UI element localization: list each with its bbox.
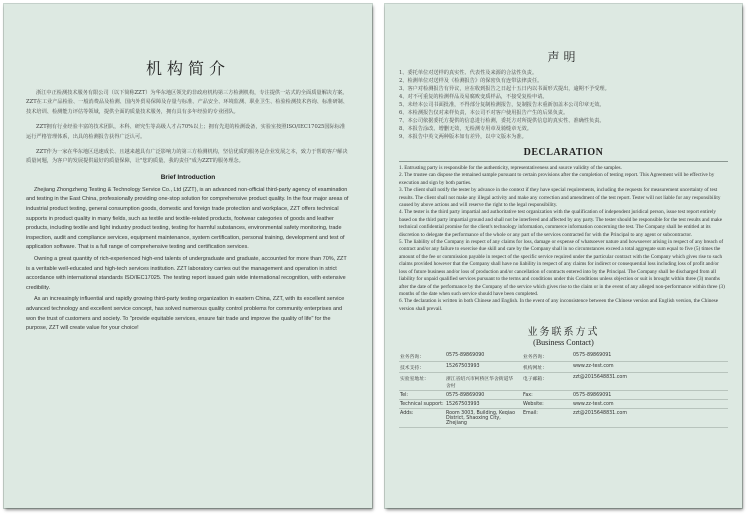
table-row <box>399 409 728 428</box>
business-contact-heading <box>399 323 728 347</box>
table-row <box>399 351 728 362</box>
zh-item-1: 1、委托单位对送样的真实性、代表性及来源的合法性负责。 <box>399 70 538 76</box>
contact-label: Fax: <box>517 391 572 400</box>
zh-item-7: 7、本公司依据委托方提供的信息进行检测，委托方对所提供信息的真实性、准确性负责。 <box>399 118 605 124</box>
en-item-2: 2. The trustee can dispose the remained sample pursuant to certain provisions after the completion of testing report. This Agreement will be effective by execution and sign by both parties. <box>399 172 715 186</box>
left-page <box>4 4 372 508</box>
contact-value: 0575-89869091 <box>572 391 728 400</box>
contact-value: 浙江省绍兴市柯桥区华舍街道华舍村 <box>445 373 517 391</box>
contact-value: www.zz-test.com <box>572 400 728 409</box>
contact-title-en: (Business Contact) <box>533 338 594 348</box>
en-paragraph-2: Owning a great quantity of rich-experienced high-end talents of undergraduate and graduate, accounted for more than 70%, ZZT is a veritable well-educated and high-tech services institution. ZZT laboratory carries out the management and operation in strict accordance with international standards ISO/IEC17025. The testing report issued gain wide international recognition, with extensive credibility. <box>26 256 347 291</box>
contact-label: 电子邮箱： <box>517 373 572 391</box>
contact-value: www.zz-test.com <box>572 362 728 373</box>
zh-paragraph-1: 浙江中正检测技术服务有限公司（以下简称ZZT）为华东地区领先的非政府机构第三方检测机构，专注提供一站式的全面质量解决方案。ZZT在工业产品检验、一般消费品及检测、国内外贸易保障及存量与标准、产品安全、环境监测、职业卫生、检验检测技术咨询、标准研制、技术培训、检测能力评估等领域，提供全面的质量技术服务，拥有具有多年经验的专业团队。 <box>26 90 348 115</box>
contact-label: Technical support: <box>400 401 444 407</box>
en-item-4: 4. The tester is the third party impartial and authoritative test organization with the qualification of independent juridical person, issue test report entirely based on the third party impartial ground and shall not be interfered and affected by any party. The tester should be responsible for the test results and make technical confidential promise for the client's technology information, commerce information concerning the test. The Company shall be entitled at its discretion to delegate the performance of the whole or any part of the services contracted for with the Principal to any agent or subcontractor. <box>399 209 723 238</box>
contact-value: 0575-89869090 <box>445 351 517 362</box>
divider <box>399 161 728 162</box>
zh-item-5: 5、未经本公司书面批准，不得部分复制检测报告，复制报告未重新加盖本公司印章无效。 <box>399 102 605 108</box>
en-item-1: 1. Entrusting party is responsible for the authenticity, representativeness and source validity of the samples. <box>399 165 622 171</box>
en-item-5: 5. The liability of the Company in respect of any claims for loss, damage or expense of whatsoever nature and howsoever arising in respect of any breach of contract and/or any failure to exercise due skill and care by the Company shall in no circumstances exceed a total aggregate sum equal to five (5) times the amount of the fee or commission payable in respect of the specific service required under the particular contract with the Company which gives rise to such claims provided however that the Company shall have no liability in respect of any claims for indirect or consequential loss including loss of profit and/or loss of future business and/or loss of production and/or cancellation of contracts entered into by the Principal. The Company shall be discharged from all liability for unpaid qualified services pursuant to the terms and conditions under this Conditions unless objection or suit is brought within three (3) months after the date of the performance by the Company of the service which gives rise to the claim or in the event of any alleged non-performance within three (3) months of the date when such service should have been completed. <box>399 239 725 297</box>
zh-item-2: 2、检测单位对送样及《检测报告》的保密负有连带法律责任。 <box>399 78 543 84</box>
zh-item-4: 4、对不可重复的检测样品及易腐败变质样品，不接受复检申请。 <box>399 94 548 100</box>
zh-paragraph-2: ZZT拥有行业经验丰富的技术团队，本科、研究生等高级人才占70%以上；拥有先进的检测设备，实验室按照ISO/IEC17025国际标准运行严格管理体系，出具的检测报告获得广泛认可。 <box>26 124 346 140</box>
contact-label: Adds: <box>399 409 445 428</box>
contact-label: 机构网址： <box>517 362 572 373</box>
contact-value: Room 3003, Building, Keqiao District, Shaoxing City, Zhejiang <box>446 410 516 426</box>
contact-value: 15267503993 <box>445 400 517 409</box>
table-row <box>399 362 728 373</box>
en-paragraph-3: As an increasingly influential and rapidly growing third-party testing organization in eastern China, ZZT, with its excellent service advanced technology and excellent service concept, has solved numerous quality control problems for community enterprises and won the trust of customers and society. To "provide equitable services, ensure fair trade and improve the quality of life" for the purpose, ZZT will create value for your choice! <box>26 296 345 332</box>
zh-item-3: 3、客户对检测报告有异议，应在收到报告之日起十五日内以书面形式提出，逾期不予受理。 <box>399 86 610 92</box>
contact-label: 技术支持： <box>399 362 445 373</box>
en-item-6: 6. The declaration is written in both Chinese and English. In the event of any inconsistence between the Chinese version and English version, the Chinese version shall prevail. <box>399 298 719 312</box>
contact-table <box>399 351 728 428</box>
table-row <box>399 400 728 409</box>
en-item-3: 3. The client shall notify the tester by advance in the context if they have special requirements, including the requests for measurement uncertainty of test results. The client shall not make any illegal activity and make any correction and amendment of the test report. Tester will not liable for any responsibility caused by above actions and will reserve the right to the legal responsibility. <box>399 187 721 209</box>
contact-label: 实验室地址： <box>399 373 445 391</box>
table-row <box>399 373 728 391</box>
contact-label: 业务咨询： <box>399 351 445 362</box>
contact-value: zzt@2015648831.com <box>572 373 728 391</box>
declaration-title-en: DECLARATION <box>523 147 604 158</box>
zh-item-8: 8、本报告涂改、增删无效，无检测专用章及骑缝章无效。 <box>399 126 532 132</box>
contact-value: 15267503993 <box>445 362 517 373</box>
contact-label: Email: <box>517 409 572 428</box>
zh-paragraph-3: ZZT作为一家在华东地区迅速成长、且越来越具有广泛影响力的第三方检测机构，坚信优质的服务是企业发展之本，致力于帮助客户解决质量问题，为客户的发展提供最好的质量保障，让"您的质量，我的责任"成为ZZT的服务理念。 <box>26 149 348 165</box>
zh-item-9: 9、本报告中英文两种版本如有差异，以中文版本为准。 <box>399 134 527 140</box>
contact-label: 业务咨询： <box>517 351 572 362</box>
contact-value: 0575-89869091 <box>572 351 728 362</box>
contact-value: zzt@2015648831.com <box>572 409 728 428</box>
contact-title-zh: 业务联系方式 <box>527 327 600 339</box>
brief-introduction-title: Brief Introduction <box>160 173 216 181</box>
declaration-title-zh: 声明 <box>547 50 580 64</box>
en-paragraph-1: Zhejiang Zhongzheng Testing & Technology Service Co., Ltd (ZZT), is an advanced non-official third-party agency of examination and testing in the East China, professionally providing one-stop solution for comprehensive product quality. In the four major areas of industrial product testing, general consumption goods, domestic and foreign trade protection and workplace, ZZT offers technical supports in product quality in many fields, such as textile and textile-related products, footwear categories of goods and leather products, including textile and light industry product testing, testing for harmful substances, environmental safety monitoring, trade inspection, audit and compliance services, equipment maintenance, system certification, personal training, development and test of application software. That is a full range of comprehensive testing and certification services. <box>26 186 349 251</box>
contact-label: Website: <box>517 400 572 409</box>
contact-label: Tel: <box>399 391 445 400</box>
left-page-title: 机构简介 <box>145 59 230 78</box>
table-row <box>399 391 728 400</box>
contact-value: 0575-89869090 <box>445 391 517 400</box>
zh-item-6: 6、本检测报告仅对来样负责，本公司不对客户使用报告产生的后果负责。 <box>399 110 569 116</box>
right-page <box>385 4 742 508</box>
